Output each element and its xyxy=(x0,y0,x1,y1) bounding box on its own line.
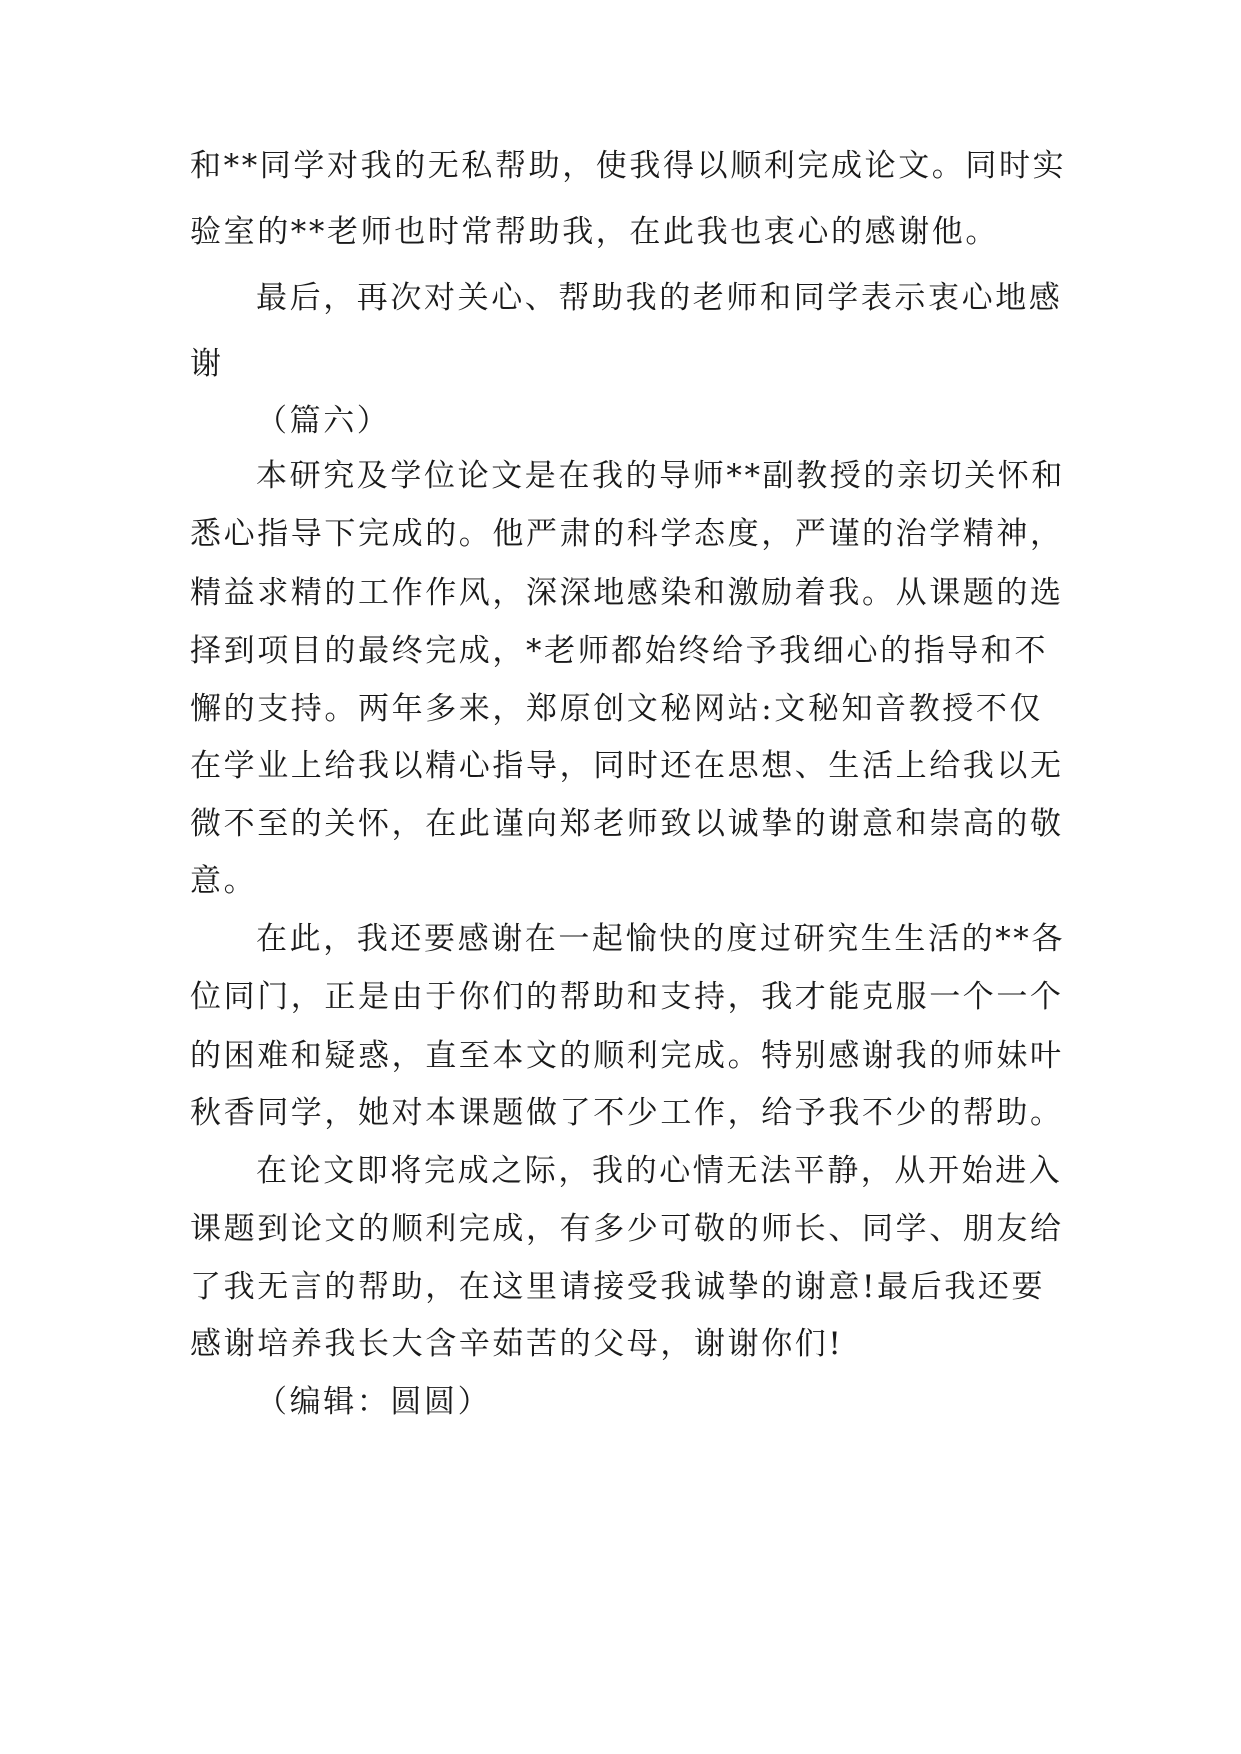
text-line: 懈的支持。两年多来，郑原创文秘网站:文秘知音教授不仅 xyxy=(190,691,1044,727)
text-line: 意。 xyxy=(190,863,258,899)
text-line: 和**同学对我的无私帮助，使我得以顺利完成论文。同时实 xyxy=(190,148,1067,184)
paragraph-first-line: 在此，我还要感谢在一起愉快的度过研究生生活的**各 xyxy=(256,921,1065,957)
text-line: 位同门，正是由于你们的帮助和支持，我才能克服一个一个 xyxy=(190,979,1064,1015)
editor-credit: （编辑：圆圆） xyxy=(256,1384,492,1420)
paragraph-first-line: 本研究及学位论文是在我的导师**副教授的亲切关怀和 xyxy=(256,458,1065,494)
text-line: 择到项目的最终完成，*老师都始终给予我细心的指导和不 xyxy=(190,633,1049,669)
text-line: 的困难和疑惑，直至本文的顺利完成。特别感谢我的师妹叶 xyxy=(190,1038,1064,1074)
text-line: 在学业上给我以精心指导，同时还在思想、生活上给我以无 xyxy=(190,748,1064,784)
text-line: 了我无言的帮助，在这里请接受我诚挚的谢意!最后我还要 xyxy=(190,1269,1046,1305)
text-line: 微不至的关怀，在此谨向郑老师致以诚挚的谢意和崇高的敬 xyxy=(190,806,1064,842)
text-line: 感谢培养我长大含辛茹苦的父母，谢谢你们! xyxy=(190,1326,844,1362)
text-line: 悉心指导下完成的。他严肃的科学态度，严谨的治学精神， xyxy=(190,516,1064,552)
paragraph-first-line: 最后，再次对关心、帮助我的老师和同学表示衷心地感 xyxy=(256,280,1063,316)
text-line: 秋香同学，她对本课题做了不少工作，给予我不少的帮助。 xyxy=(190,1095,1064,1131)
paragraph-first-line: 在论文即将完成之际，我的心情无法平静，从开始进入 xyxy=(256,1153,1063,1189)
text-line: 课题到论文的顺利完成，有多少可敬的师长、同学、朋友给 xyxy=(190,1211,1064,1247)
text-line: 验室的**老师也时常帮助我，在此我也衷心的感谢他。 xyxy=(190,214,999,250)
section-heading: （篇六） xyxy=(256,403,391,439)
text-line: 谢 xyxy=(190,346,224,382)
text-line: 精益求精的工作作风，深深地感染和激励着我。从课题的选 xyxy=(190,575,1064,611)
